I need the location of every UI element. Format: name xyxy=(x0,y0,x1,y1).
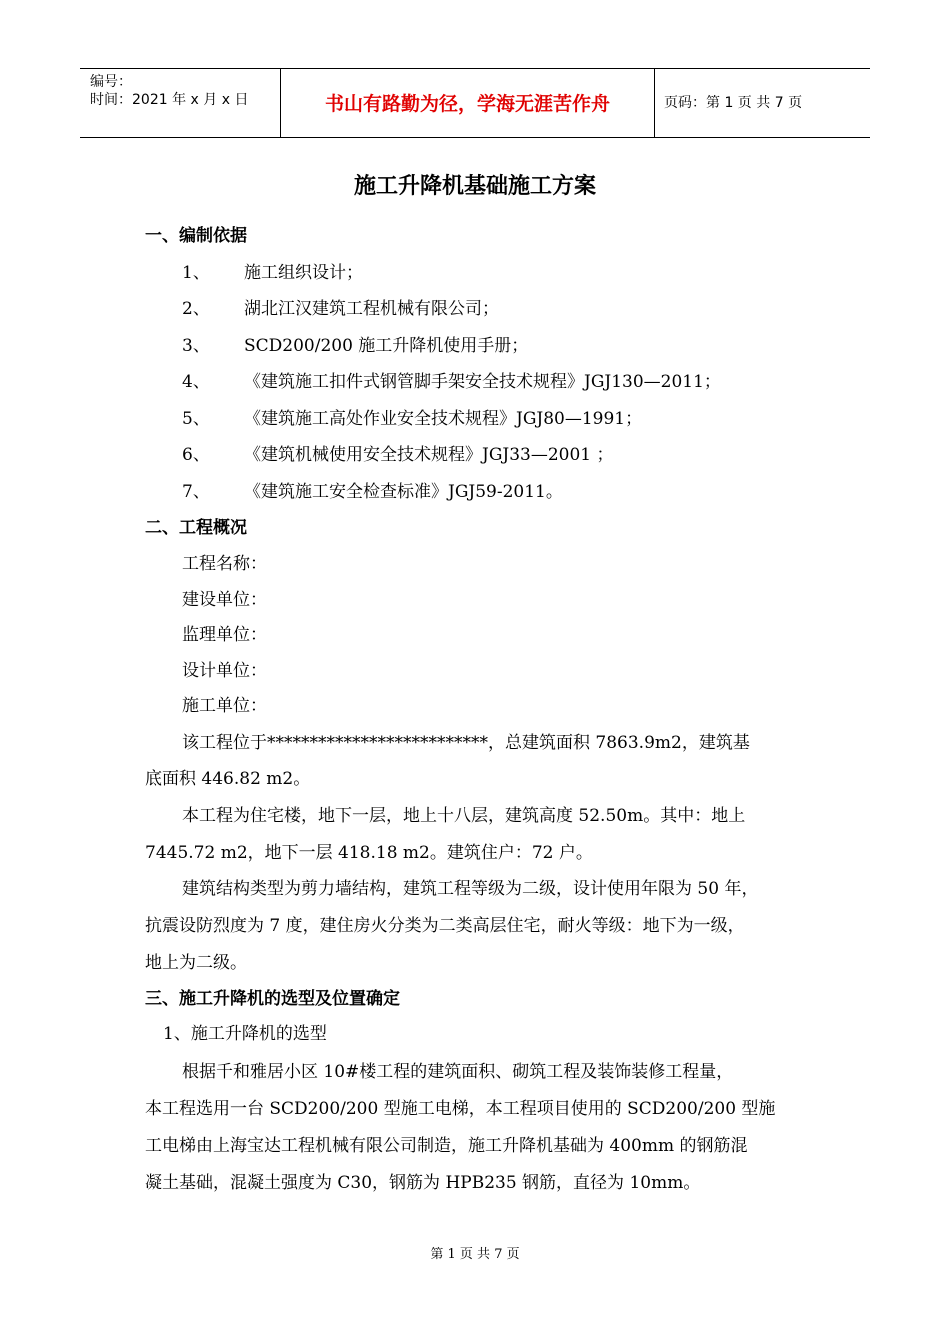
list-item-text: 湖北江汉建筑工程机械有限公司； xyxy=(244,299,499,319)
paragraph-line: 该工程位于**************************，总建筑面积 7863.9m2，建筑基 xyxy=(182,733,750,753)
list-item-number: 6、 xyxy=(182,445,210,465)
subsection-heading: 1、施工升降机的选型 xyxy=(163,1024,327,1044)
page-footer: 第 1 页 共 7 页 xyxy=(430,1247,520,1262)
paragraph-line: 工电梯由上海宝达工程机械有限公司制造，施工升降机基础为 400mm 的钢筋混 xyxy=(145,1136,748,1156)
section-heading-overview: 二、工程概况 xyxy=(145,518,247,538)
list-item-text: 施工组织设计； xyxy=(244,263,363,283)
header-page-cell xyxy=(654,69,870,137)
document-header xyxy=(80,68,870,138)
paragraph-line: 抗震设防烈度为 7 度，建住房火分类为二类高层住宅，耐火等级：地下为一级， xyxy=(145,916,745,936)
section-heading-selection: 三、施工升降机的选型及位置确定 xyxy=(145,989,400,1009)
list-item-number: 4、 xyxy=(182,372,210,392)
paragraph-line: 7445.72 m2，地下一层 418.18 m2。建筑住户：72 户。 xyxy=(145,843,593,863)
list-item-number: 3、 xyxy=(182,336,210,356)
list-item-text: 《建筑施工安全检查标准》JGJ59-2011。 xyxy=(244,482,563,502)
paragraph-line: 凝土基础，混凝土强度为 C30，钢筋为 HPB235 钢筋，直径为 10mm。 xyxy=(145,1173,701,1193)
header-motto-cell xyxy=(280,69,655,137)
list-item-text: SCD200/200 施工升降机使用手册； xyxy=(244,336,529,356)
list-item-text: 《建筑机械使用安全技术规程》JGJ33—2001 ； xyxy=(244,445,614,465)
list-item-text: 《建筑施工扣件式钢管脚手架安全技术规程》JGJ130—2011； xyxy=(244,372,721,392)
header-page-info: 页码：第 1 页 共 7 页 xyxy=(664,95,803,111)
field-construction-unit: 施工单位： xyxy=(182,696,267,716)
field-project-name: 工程名称： xyxy=(182,554,267,574)
header-motto: 书山有路勤为径，学海无涯苦作舟 xyxy=(324,93,610,115)
header-left-cell xyxy=(80,69,280,137)
paragraph-line: 本工程为住宅楼，地下一层，地上十八层，建筑高度 52.50m。其中：地上 xyxy=(182,806,746,826)
list-item-number: 1、 xyxy=(182,263,210,283)
document-title: 施工升降机基础施工方案 xyxy=(353,174,596,199)
list-item-number: 5、 xyxy=(182,409,210,429)
paragraph-line: 根据千和雅居小区 10#楼工程的建筑面积、砌筑工程及装饰装修工程量， xyxy=(182,1062,734,1082)
list-item-text: 《建筑施工高处作业安全技术规程》JGJ80—1991； xyxy=(244,409,643,429)
list-item-number: 2、 xyxy=(182,299,210,319)
paragraph-line: 地上为二级。 xyxy=(145,953,247,973)
paragraph-line: 底面积 446.82 m2。 xyxy=(145,769,311,789)
field-builder-unit: 建设单位： xyxy=(182,590,267,610)
document-time-label: 时间：2021 年 x 月 x 日 xyxy=(90,92,249,108)
section-heading-basis: 一、编制依据 xyxy=(145,226,247,246)
list-item-number: 7、 xyxy=(182,482,210,502)
field-design-unit: 设计单位： xyxy=(182,661,267,681)
paragraph-line: 建筑结构类型为剪力墙结构，建筑工程等级为二级，设计使用年限为 50 年， xyxy=(182,879,759,899)
field-supervision-unit: 监理单位： xyxy=(182,625,267,645)
paragraph-line: 本工程选用一台 SCD200/200 型施工电梯，本工程项目使用的 SCD200/200 型施 xyxy=(145,1099,776,1119)
document-number-label: 编号： xyxy=(90,74,132,90)
